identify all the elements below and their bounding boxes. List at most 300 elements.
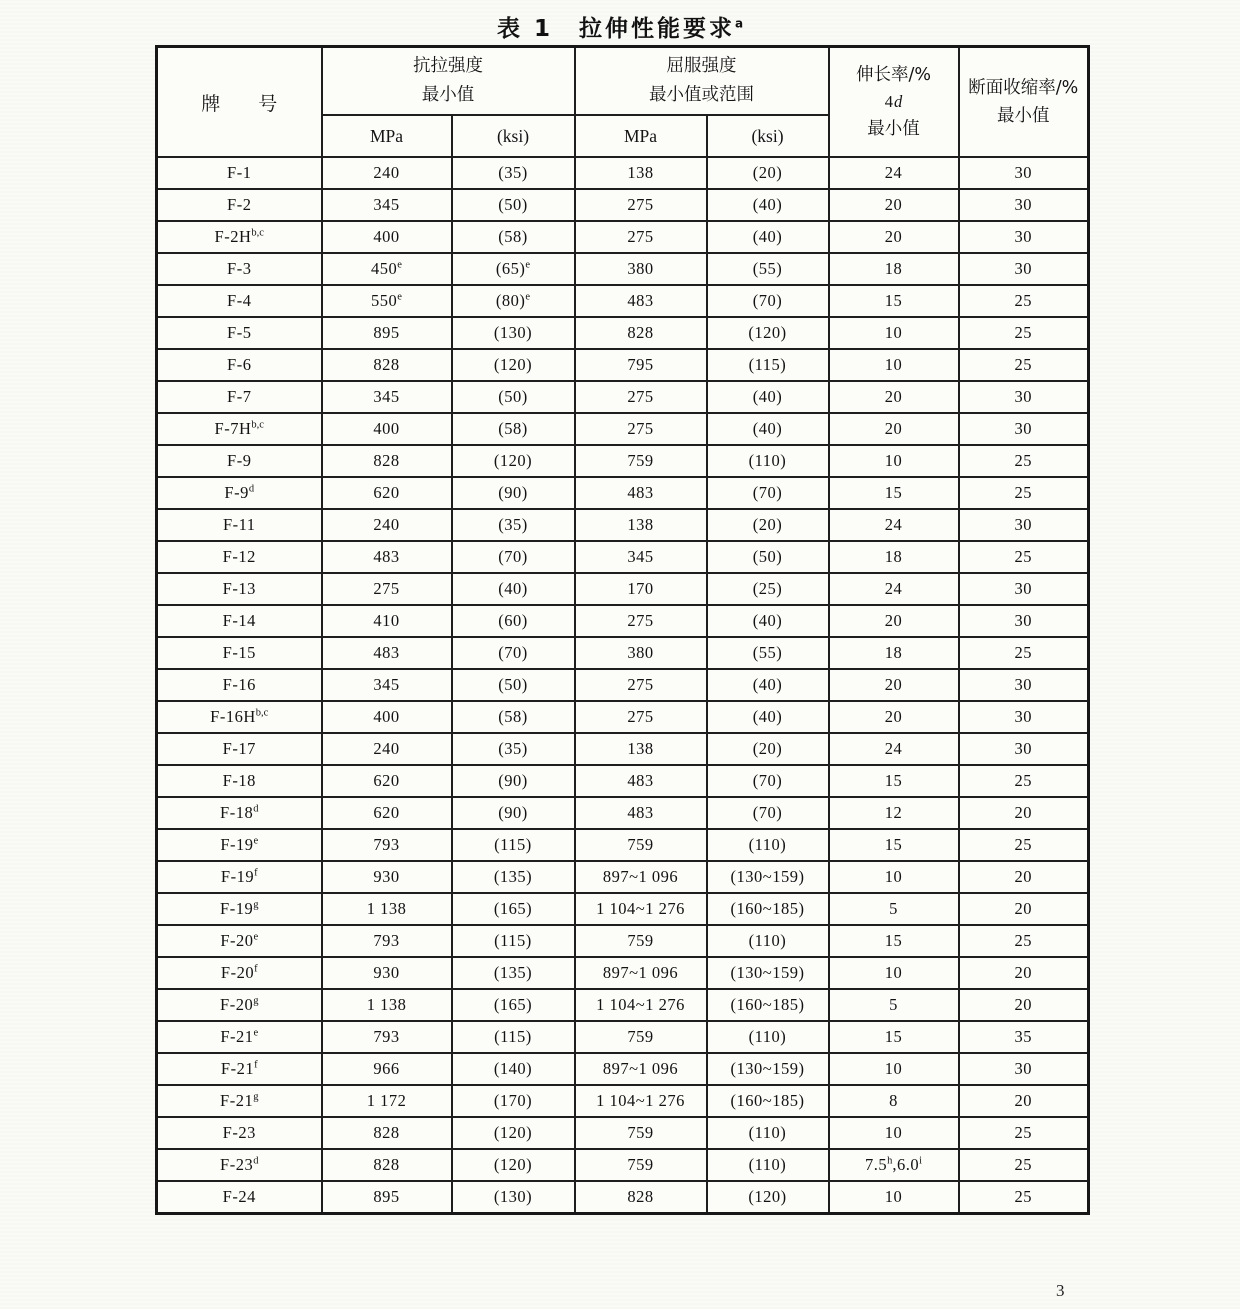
cell-grade: F-11 [157, 509, 322, 541]
header-tensile-ksi: (ksi) [452, 115, 575, 157]
cell-reduction-of-area: 30 [959, 253, 1089, 285]
cell-reduction-of-area: 25 [959, 477, 1089, 509]
table-row [157, 637, 1089, 669]
footnote-superscript: e [253, 1027, 259, 1039]
cell-tensile-mpa: 1 138 [322, 893, 452, 925]
cell-tensile-mpa: 345 [322, 381, 452, 413]
footnote-superscript: b,c [251, 227, 264, 239]
table-row [157, 701, 1089, 733]
footnote-superscript: e [253, 835, 259, 847]
cell-grade: F-4 [157, 285, 322, 317]
cell-reduction-of-area: 20 [959, 1085, 1089, 1117]
cell-yield-mpa: 170 [575, 573, 707, 605]
cell-yield-ksi: (110) [707, 1021, 829, 1053]
cell-yield-mpa: 759 [575, 829, 707, 861]
cell-tensile-mpa: 483 [322, 541, 452, 573]
cell-tensile-mpa: 895 [322, 1181, 452, 1214]
cell-elongation: 12 [829, 797, 959, 829]
cell-yield-ksi: (55) [707, 253, 829, 285]
cell-tensile-mpa: 828 [322, 1149, 452, 1181]
cell-yield-mpa: 1 104~1 276 [575, 989, 707, 1021]
cell-reduction-of-area: 30 [959, 733, 1089, 765]
cell-elongation: 10 [829, 957, 959, 989]
table-row [157, 1053, 1089, 1085]
cell-tensile-mpa: 895 [322, 317, 452, 349]
cell-yield-mpa: 483 [575, 797, 707, 829]
footnote-superscript: i [919, 1155, 923, 1167]
header-tensile-line2: 最小值 [421, 85, 475, 105]
cell-yield-ksi: (40) [707, 605, 829, 637]
footnote-superscript: e [525, 259, 531, 271]
cell-tensile-ksi: (40) [452, 573, 575, 605]
cell-elongation: 18 [829, 253, 959, 285]
cell-reduction-of-area: 30 [959, 189, 1089, 221]
cell-reduction-of-area: 25 [959, 541, 1089, 573]
cell-yield-mpa: 138 [575, 157, 707, 189]
cell-reduction-of-area: 20 [959, 861, 1089, 893]
cell-yield-ksi: (160~185) [707, 989, 829, 1021]
cell-elongation: 10 [829, 1181, 959, 1214]
cell-elongation: 8 [829, 1085, 959, 1117]
cell-yield-mpa: 275 [575, 605, 707, 637]
table-row [157, 957, 1089, 989]
cell-tensile-mpa: 793 [322, 829, 452, 861]
footnote-superscript: g [253, 899, 259, 911]
cell-elongation: 18 [829, 541, 959, 573]
cell-tensile-mpa: 1 172 [322, 1085, 452, 1117]
cell-tensile-ksi: (50) [452, 189, 575, 221]
cell-yield-ksi: (110) [707, 925, 829, 957]
header-tensile-strength [322, 47, 575, 116]
cell-yield-ksi: (130~159) [707, 861, 829, 893]
cell-tensile-ksi: (135) [452, 861, 575, 893]
table-row [157, 797, 1089, 829]
cell-reduction-of-area: 20 [959, 957, 1089, 989]
cell-yield-mpa: 345 [575, 541, 707, 573]
cell-tensile-mpa: 400 [322, 701, 452, 733]
tensile-requirements-table [155, 45, 1090, 1215]
header-yield-line2: 最小值或范围 [649, 85, 754, 105]
cell-tensile-ksi: (140) [452, 1053, 575, 1085]
cell-yield-mpa: 483 [575, 765, 707, 797]
cell-grade: $F-16H^{b,c}$ [157, 701, 322, 733]
header-elongation-line1: 伸长率/% [855, 64, 932, 85]
table-row [157, 509, 1089, 541]
footnote-superscript: b,c [251, 419, 264, 431]
cell-tensile-mpa: 793 [322, 1021, 452, 1053]
cell-elongation: 20 [829, 701, 959, 733]
cell-grade: F-20$^g$ [157, 989, 322, 1021]
cell-elongation: 20 [829, 605, 959, 637]
header-reduction-line1: 断面收缩率/% [968, 78, 1079, 98]
cell-tensile-ksi: (165) [452, 989, 575, 1021]
table-title-footnote-superscript: a [734, 16, 744, 31]
cell-tensile-ksi: (58) [452, 701, 575, 733]
header-elongation-gauge [830, 89, 958, 115]
cell-elongation: 15 [829, 925, 959, 957]
cell-elongation: 10 [829, 861, 959, 893]
cell-tensile-mpa: 240 [322, 509, 452, 541]
footnote-superscript: g [253, 995, 259, 1007]
cell-yield-mpa: 138 [575, 509, 707, 541]
cell-elongation: 10 [829, 349, 959, 381]
cell-tensile-mpa: 400 [322, 413, 452, 445]
cell-tensile-mpa: 930 [322, 861, 452, 893]
cell-elongation: 20 [829, 381, 959, 413]
cell-tensile-mpa: 240 [322, 733, 452, 765]
cell-tensile-mpa: 345 [322, 669, 452, 701]
table-row [157, 541, 1089, 573]
table-row [157, 893, 1089, 925]
cell-grade: F-5 [157, 317, 322, 349]
cell-yield-mpa: 275 [575, 669, 707, 701]
table-title [0, 10, 1240, 43]
cell-reduction-of-area: 20 [959, 989, 1089, 1021]
cell-yield-mpa: 759 [575, 1149, 707, 1181]
cell-grade: F-19e [157, 829, 322, 861]
cell-tensile-mpa: 828 [322, 349, 452, 381]
cell-yield-ksi: (20) [707, 509, 829, 541]
table-row [157, 1181, 1089, 1214]
footnote-superscript: e [397, 291, 402, 303]
cell-elongation: 10 [829, 317, 959, 349]
table-row [157, 221, 1089, 253]
cell-yield-ksi: (20) [707, 733, 829, 765]
cell-reduction-of-area: 30 [959, 1053, 1089, 1085]
table-row [157, 989, 1089, 1021]
cell-tensile-ksi: (58) [452, 221, 575, 253]
footnote-superscript: b,c [255, 707, 269, 719]
footnote-superscript: d [248, 483, 255, 495]
cell-grade: F-21$^g$ [157, 1085, 322, 1117]
table-row [157, 253, 1089, 285]
cell-yield-ksi: (55) [707, 637, 829, 669]
cell-tensile-ksi: $(80)^e$ [452, 285, 575, 317]
cell-grade: F-21e [157, 1021, 322, 1053]
cell-elongation: 5 [829, 989, 959, 1021]
table-header [157, 47, 1089, 158]
cell-tensile-ksi: (70) [452, 541, 575, 573]
cell-yield-ksi: (120) [707, 1181, 829, 1214]
cell-yield-ksi: (115) [707, 349, 829, 381]
cell-yield-mpa: 828 [575, 1181, 707, 1214]
cell-tensile-ksi: (170) [452, 1085, 575, 1117]
header-yield-line1: 屈服强度 [666, 56, 737, 77]
cell-reduction-of-area: 25 [959, 829, 1089, 861]
cell-tensile-ksi: (35) [452, 509, 575, 541]
footnote-superscript: g [253, 1091, 259, 1103]
header-tensile-line1: 抗拉强度 [413, 56, 483, 77]
cell-tensile-ksi: $(65)^e$ [452, 253, 575, 285]
cell-tensile-mpa: 483 [322, 637, 452, 669]
cell-elongation: 20 [829, 189, 959, 221]
cell-reduction-of-area: 25 [959, 349, 1089, 381]
cell-grade: F-21$^f$ [157, 1053, 322, 1085]
table-row [157, 381, 1089, 413]
cell-tensile-ksi: (35) [452, 733, 575, 765]
table-row [157, 573, 1089, 605]
table-row [157, 669, 1089, 701]
cell-yield-ksi: (50) [707, 541, 829, 573]
cell-grade: F-23 [157, 1117, 322, 1149]
footnote-superscript: e [397, 259, 402, 271]
cell-tensile-ksi: (115) [452, 829, 575, 861]
cell-yield-ksi: (70) [707, 797, 829, 829]
cell-reduction-of-area: 20 [959, 797, 1089, 829]
cell-reduction-of-area: 30 [959, 701, 1089, 733]
cell-tensile-ksi: (50) [452, 381, 575, 413]
footnote-superscript: e [525, 291, 531, 303]
cell-elongation: 24 [829, 509, 959, 541]
cell-grade: F-9 [157, 445, 322, 477]
table-row [157, 349, 1089, 381]
header-reduction-of-area [959, 47, 1089, 158]
cell-reduction-of-area: 25 [959, 925, 1089, 957]
footnote-superscript: f [254, 1059, 258, 1071]
cell-yield-ksi: (40) [707, 413, 829, 445]
cell-grade: $F-2H^{b,c}$ [157, 221, 322, 253]
cell-elongation: 20 [829, 413, 959, 445]
cell-tensile-ksi: (120) [452, 1149, 575, 1181]
header-elongation-gauge-symbol: d [894, 91, 903, 111]
cell-tensile-ksi: (120) [452, 1117, 575, 1149]
cell-yield-ksi: (120) [707, 317, 829, 349]
cell-yield-mpa: 759 [575, 925, 707, 957]
header-elongation-line3: 最小值 [867, 119, 920, 140]
table-title-text: 表 1 拉伸性能要求 [496, 16, 735, 42]
cell-yield-ksi: (70) [707, 765, 829, 797]
table-row [157, 477, 1089, 509]
header-reduction-line2: 最小值 [997, 106, 1050, 126]
header-elongation-gauge-number: 4 [884, 91, 893, 111]
cell-yield-mpa: 275 [575, 701, 707, 733]
cell-elongation: 10 [829, 1053, 959, 1085]
cell-tensile-mpa: 400 [322, 221, 452, 253]
cell-yield-mpa: 1 104~1 276 [575, 893, 707, 925]
cell-reduction-of-area: 25 [959, 285, 1089, 317]
cell-reduction-of-area: 25 [959, 637, 1089, 669]
table-row [157, 829, 1089, 861]
header-elongation [829, 47, 959, 158]
cell-reduction-of-area: 30 [959, 669, 1089, 701]
cell-reduction-of-area: 35 [959, 1021, 1089, 1053]
cell-yield-mpa: 275 [575, 413, 707, 445]
footnote-superscript: f [254, 867, 258, 879]
footnote-superscript: h [887, 1155, 893, 1167]
cell-grade: F-9$^d$ [157, 477, 322, 509]
cell-tensile-mpa: 550e [322, 285, 452, 317]
cell-reduction-of-area: 25 [959, 317, 1089, 349]
cell-yield-ksi: (160~185) [707, 893, 829, 925]
cell-elongation: 24 [829, 573, 959, 605]
cell-grade: F-23$^d$ [157, 1149, 322, 1181]
cell-yield-mpa: 483 [575, 477, 707, 509]
cell-yield-mpa: 138 [575, 733, 707, 765]
table-row [157, 1149, 1089, 1181]
table-row [157, 445, 1089, 477]
table-row [157, 317, 1089, 349]
cell-grade: F-2 [157, 189, 322, 221]
table-body [157, 157, 1089, 1214]
cell-tensile-mpa: 620 [322, 797, 452, 829]
cell-elongation: 5 [829, 893, 959, 925]
cell-tensile-ksi: (70) [452, 637, 575, 669]
cell-tensile-mpa: 966 [322, 1053, 452, 1085]
cell-yield-mpa: 275 [575, 221, 707, 253]
cell-yield-ksi: (110) [707, 829, 829, 861]
cell-tensile-mpa: 275 [322, 573, 452, 605]
cell-yield-ksi: (70) [707, 285, 829, 317]
header-yield-strength [575, 47, 829, 116]
table-row [157, 1021, 1089, 1053]
cell-yield-mpa: 1 104~1 276 [575, 1085, 707, 1117]
cell-reduction-of-area: 25 [959, 1117, 1089, 1149]
cell-tensile-mpa: 620 [322, 765, 452, 797]
cell-grade: F-18 [157, 765, 322, 797]
cell-elongation: 15 [829, 765, 959, 797]
cell-yield-ksi: (160~185) [707, 1085, 829, 1117]
cell-yield-ksi: (130~159) [707, 957, 829, 989]
header-grade: 牌 号 [157, 47, 322, 158]
cell-elongation: 20 [829, 221, 959, 253]
cell-yield-ksi: (110) [707, 445, 829, 477]
page-number: 3 [1056, 1281, 1065, 1300]
cell-yield-mpa: 759 [575, 445, 707, 477]
cell-yield-ksi: (110) [707, 1149, 829, 1181]
cell-grade: F-15 [157, 637, 322, 669]
cell-tensile-mpa: 345 [322, 189, 452, 221]
cell-elongation: 18 [829, 637, 959, 669]
cell-tensile-ksi: (130) [452, 317, 575, 349]
cell-reduction-of-area: 25 [959, 1149, 1089, 1181]
cell-grade: F-19$^f$ [157, 861, 322, 893]
header-row-groups [157, 47, 1089, 116]
cell-elongation: 15 [829, 477, 959, 509]
table-row [157, 765, 1089, 797]
header-tensile-mpa: MPa [322, 115, 452, 157]
cell-yield-mpa: 275 [575, 381, 707, 413]
cell-yield-mpa: 897~1 096 [575, 861, 707, 893]
cell-tensile-mpa: 450e [322, 253, 452, 285]
cell-tensile-ksi: (130) [452, 1181, 575, 1214]
cell-yield-ksi: (70) [707, 477, 829, 509]
cell-reduction-of-area: 30 [959, 221, 1089, 253]
cell-tensile-ksi: (90) [452, 797, 575, 829]
cell-tensile-ksi: (120) [452, 445, 575, 477]
cell-tensile-mpa: 410 [322, 605, 452, 637]
cell-elongation: 10 [829, 445, 959, 477]
table-row [157, 861, 1089, 893]
cell-grade: F-17 [157, 733, 322, 765]
cell-grade: F-19$^g$ [157, 893, 322, 925]
cell-grade: F-12 [157, 541, 322, 573]
cell-elongation: 24 [829, 157, 959, 189]
cell-elongation: 15 [829, 285, 959, 317]
cell-tensile-mpa: 620 [322, 477, 452, 509]
cell-yield-mpa: 380 [575, 253, 707, 285]
footnote-superscript: f [254, 963, 258, 975]
cell-elongation: 20 [829, 669, 959, 701]
footnote-superscript: d [253, 1155, 259, 1167]
cell-yield-mpa: 795 [575, 349, 707, 381]
cell-reduction-of-area: 25 [959, 765, 1089, 797]
cell-yield-mpa: 897~1 096 [575, 1053, 707, 1085]
cell-reduction-of-area: 25 [959, 445, 1089, 477]
header-yield-mpa: MPa [575, 115, 707, 157]
cell-yield-mpa: 828 [575, 317, 707, 349]
cell-reduction-of-area: 20 [959, 893, 1089, 925]
cell-yield-ksi: (40) [707, 381, 829, 413]
cell-reduction-of-area: 30 [959, 381, 1089, 413]
cell-tensile-mpa: 930 [322, 957, 452, 989]
cell-tensile-ksi: (90) [452, 477, 575, 509]
table-row [157, 413, 1089, 445]
cell-reduction-of-area: 30 [959, 509, 1089, 541]
cell-tensile-mpa: 240 [322, 157, 452, 189]
cell-reduction-of-area: 25 [959, 1181, 1089, 1214]
cell-elongation: 15 [829, 1021, 959, 1053]
footnote-superscript: e [253, 931, 259, 943]
cell-yield-ksi: (20) [707, 157, 829, 189]
cell-elongation: 7.5$^h$,6.0$^i$ [829, 1149, 959, 1181]
cell-grade: F-20$^f$ [157, 957, 322, 989]
cell-tensile-ksi: (115) [452, 925, 575, 957]
cell-yield-mpa: 483 [575, 285, 707, 317]
cell-yield-mpa: 759 [575, 1021, 707, 1053]
cell-grade: F-7 [157, 381, 322, 413]
cell-tensile-ksi: (135) [452, 957, 575, 989]
cell-tensile-ksi: (165) [452, 893, 575, 925]
cell-tensile-mpa: 1 138 [322, 989, 452, 1021]
cell-tensile-ksi: (115) [452, 1021, 575, 1053]
table-row [157, 285, 1089, 317]
table-row [157, 605, 1089, 637]
cell-grade: F-14 [157, 605, 322, 637]
cell-yield-mpa: 897~1 096 [575, 957, 707, 989]
cell-yield-ksi: (110) [707, 1117, 829, 1149]
cell-grade: F-13 [157, 573, 322, 605]
cell-tensile-ksi: (90) [452, 765, 575, 797]
cell-grade: F-16 [157, 669, 322, 701]
cell-tensile-mpa: 828 [322, 445, 452, 477]
cell-yield-ksi: (25) [707, 573, 829, 605]
cell-reduction-of-area: 30 [959, 573, 1089, 605]
cell-grade: F-6 [157, 349, 322, 381]
cell-tensile-ksi: (35) [452, 157, 575, 189]
table-row [157, 157, 1089, 189]
cell-grade: F-20e [157, 925, 322, 957]
cell-grade: F-18$^d$ [157, 797, 322, 829]
cell-grade: F-3 [157, 253, 322, 285]
cell-tensile-mpa: 828 [322, 1117, 452, 1149]
cell-elongation: 24 [829, 733, 959, 765]
cell-tensile-ksi: (120) [452, 349, 575, 381]
cell-grade: F-24 [157, 1181, 322, 1214]
table-row [157, 733, 1089, 765]
cell-tensile-mpa: 793 [322, 925, 452, 957]
cell-yield-ksi: (40) [707, 701, 829, 733]
header-yield-ksi: (ksi) [707, 115, 829, 157]
cell-elongation: 15 [829, 829, 959, 861]
cell-yield-ksi: (130~159) [707, 1053, 829, 1085]
cell-grade: F-1 [157, 157, 322, 189]
table-row [157, 189, 1089, 221]
table-row [157, 1085, 1089, 1117]
cell-tensile-ksi: (60) [452, 605, 575, 637]
footnote-superscript: d [253, 803, 259, 815]
cell-reduction-of-area: 30 [959, 605, 1089, 637]
table-row [157, 1117, 1089, 1149]
